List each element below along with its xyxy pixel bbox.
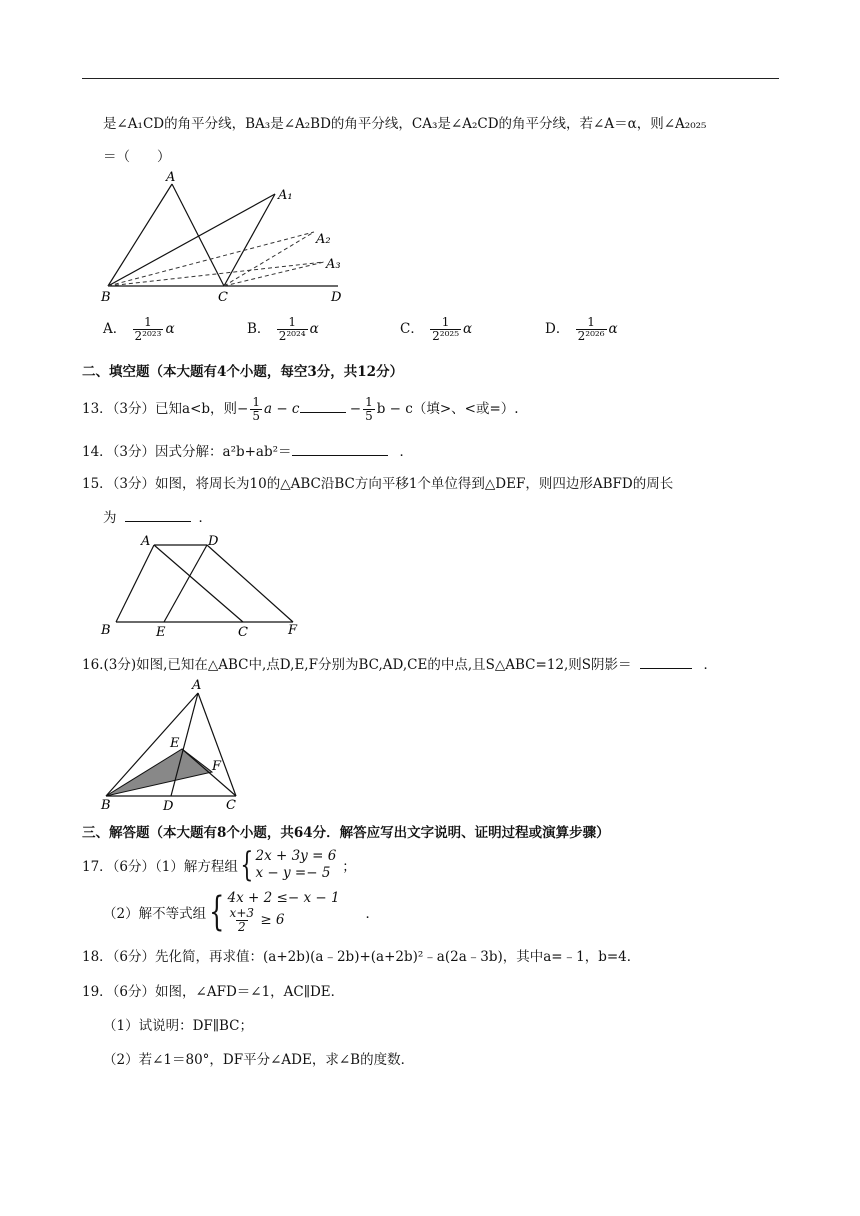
q15-label-a: A: [141, 534, 151, 549]
q12-stem-line2: ＝（ ）: [103, 149, 171, 165]
q12-figure: [98, 168, 358, 308]
q12-label-a1: A₁: [278, 188, 293, 203]
q12-label-a3: A₃: [326, 257, 341, 272]
q16-label-e: E: [170, 736, 180, 751]
q16-label-d: D: [163, 799, 174, 813]
q12-option-d[interactable]: D． $\frac{1}{\text{2²⁰²⁶}}$ α: [545, 315, 618, 343]
q15-line2: 为 ．: [103, 510, 212, 526]
q15-answer-blank[interactable]: [125, 509, 191, 522]
q17-part2: （2）解不等式组{ 4x + 2 ≤− x − 1 $\frac{x+3}{2}$ ≥ 6 ．: [103, 889, 380, 935]
q16-answer-blank[interactable]: [640, 656, 692, 669]
q18: 18．（6分）先化简，再求值：(a+2b)(a﹣2b)+(a+2b)²﹣a(2a﹣3b)，其中a=﹣1，b=4．: [82, 949, 641, 965]
section-3-title: 三、解答题（本大题有8个小题，共64分．解答应写出文字说明、证明过程或演算步骤）: [82, 825, 610, 841]
q12-stem-line1: 是∠A₁CD的角平分线，BA₃是∠A₂BD的角平分线，CA₃是∠A₂CD的角平分线，若∠A＝α，则∠A₂₀₂₅: [103, 116, 707, 132]
q15-line1: 15．（3分）如图，将周长为10的△ABC沿BC方向平移1个单位得到△DEF，则四边形ABFD的周长: [82, 476, 674, 492]
q12-label-c: C: [218, 290, 228, 305]
q19-part1: （1）试说明：DF∥BC；: [103, 1018, 254, 1034]
q12-option-c[interactable]: C． $\frac{1}{\text{2²⁰²⁵}}$ α: [400, 315, 473, 343]
q19-stem: 19．（6分）如图，∠AFD＝∠1，AC∥DE．: [82, 984, 345, 1000]
q16-label-b: B: [101, 798, 111, 813]
q12-label-b: B: [101, 290, 111, 305]
q14: 14．（3分）因式分解：a²b+ab²＝ ．: [82, 444, 414, 460]
q16-label-f: F: [212, 759, 222, 774]
q17-part1: 17．（6分）（1）解方程组{ 2x + 3y = 6 x − y =− 5 ；: [82, 845, 356, 885]
q15-label-c: C: [238, 625, 248, 640]
q12-label-d: D: [331, 290, 342, 305]
q16-label-a: A: [192, 678, 202, 693]
section-2-title: 二、填空题（本大题有4个小题，每空3分，共12分）: [82, 364, 404, 380]
header-rule: [82, 78, 779, 79]
q14-answer-blank[interactable]: [292, 443, 388, 456]
q13: 13．（3分）已知a<b，则− $\frac{1}{5}$ a − c − $\frac{1}{5}$ b − c（填>、<或=）.: [82, 395, 519, 423]
q13-answer-blank[interactable]: [300, 400, 346, 413]
q12-label-a: A: [166, 170, 176, 185]
q16-label-c: C: [226, 798, 236, 813]
q12-option-b[interactable]: B． $\frac{1}{\text{2²⁰²⁴}}$ α: [247, 315, 319, 343]
q12-label-a2: A₂: [316, 232, 331, 247]
q16-figure: [98, 675, 248, 813]
q15-figure: [98, 533, 303, 641]
q15-label-d: D: [208, 534, 219, 549]
q15-label-f: F: [288, 623, 298, 638]
q15-label-b: B: [101, 623, 111, 638]
q16: 16.(3分)如图,已知在△ABC中,点D,E,F分别为BC,AD,CE的中点,且S△ABC=12,则S阴影＝ ．: [82, 657, 718, 673]
q19-part2: （2）若∠1＝80°，DF平分∠ADE，求∠B的度数．: [103, 1052, 415, 1068]
q15-label-e: E: [156, 625, 166, 640]
q12-option-a[interactable]: A． $\frac{1}{\text{2²⁰²³}}$ α: [103, 315, 175, 343]
